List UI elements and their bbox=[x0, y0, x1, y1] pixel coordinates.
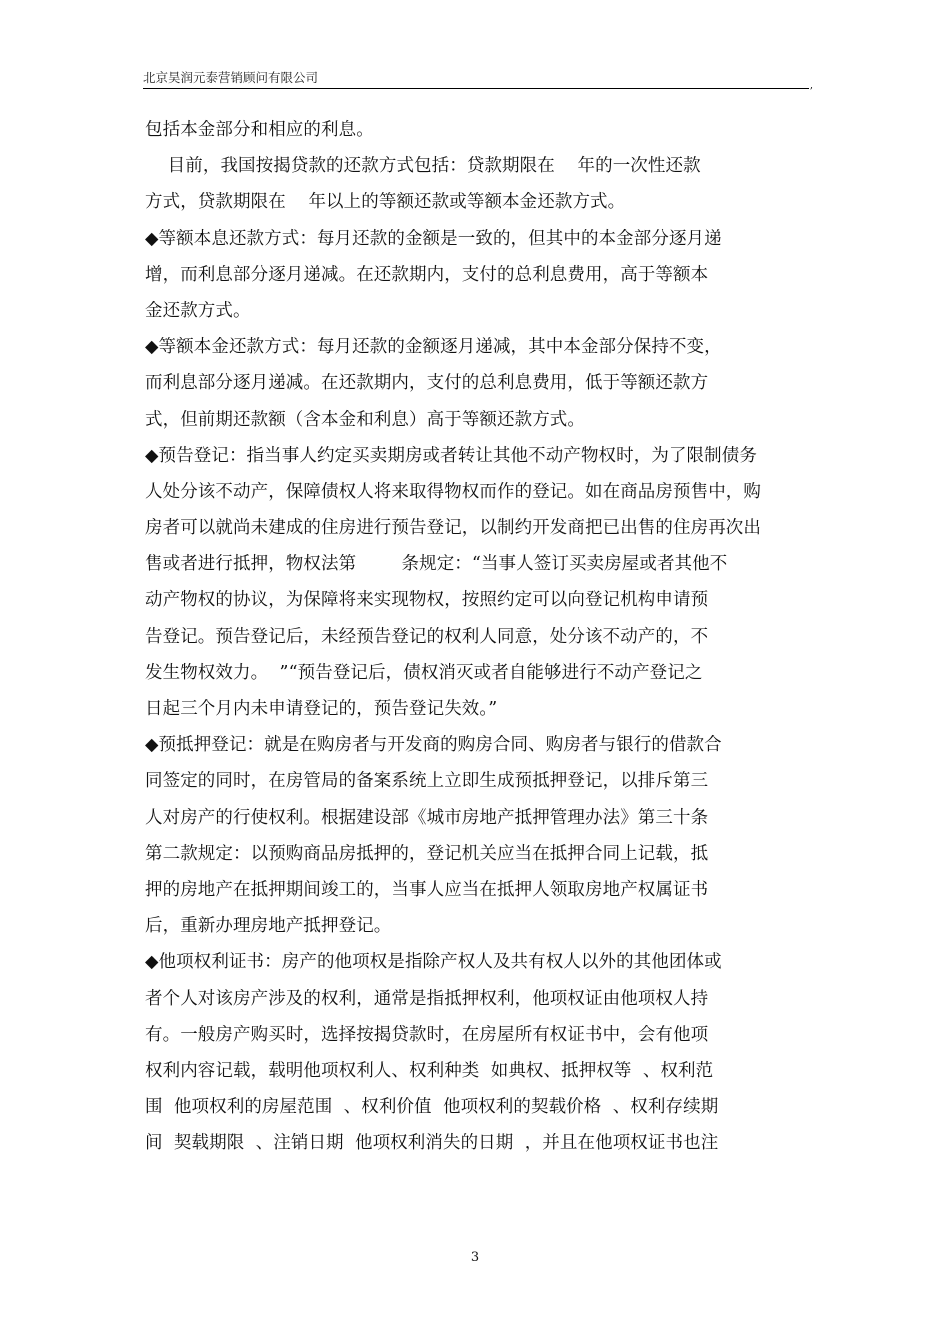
text-line: ◆预告登记：指当事人约定买卖期房或者转让其他不动产物权时，为了限制债务 bbox=[145, 445, 757, 466]
text-line: 增，而利息部分逐月递减。在还款期内，支付的总利息费用，高于等额本 bbox=[145, 264, 709, 285]
page-number: 3 bbox=[470, 1250, 480, 1265]
header-mark: , bbox=[809, 80, 813, 91]
text-line: 围 他项权利的房屋范围 、权利价值 他项权利的契载价格 、权利存续期 bbox=[145, 1097, 719, 1118]
text-line: 包括本金部分和相应的利息。 bbox=[145, 120, 374, 140]
text-line: ◆等额本金还款方式：每月还款的金额逐月递减，其中本金部分保持不变， bbox=[145, 337, 722, 358]
text-line: 式，但前期还款额（含本金和利息）高于等额还款方式。 bbox=[145, 409, 585, 430]
text-line: ◆等额本息还款方式：每月还款的金额是一致的，但其中的本金部分逐月递 bbox=[145, 228, 722, 249]
company-name: 北京昊润元泰营销顾问有限公司 bbox=[143, 70, 319, 85]
text-line: 房者可以就尚未建成的住房进行预告登记，以制约开发商把已出售的住房再次出 bbox=[145, 518, 761, 539]
text-line: 动产物权的协议，为保障将来实现物权，按照约定可以向登记机构申请预 bbox=[145, 590, 709, 611]
page-header bbox=[143, 70, 813, 91]
text-line: ◆预抵押登记：就是在购房者与开发商的购房合同、购房者与银行的借款合 bbox=[145, 735, 722, 756]
text-line: 间 契载期限 、注销日期 他项权利消失的日期 ，并且在他项权证书也注 bbox=[145, 1133, 719, 1154]
text-line: 目前，我国按揭贷款的还款方式包括：贷款期限在 年的一次性还款 bbox=[145, 156, 701, 177]
text-line: 发生物权效力。 ”“预告登记后，债权消灭或者自能够进行不动产登记之 bbox=[145, 662, 703, 683]
text-line: 告登记。预告登记后，未经预告登记的权利人同意，处分该不动产的，不 bbox=[145, 626, 709, 647]
text-line: 者个人对该房产涉及的权利，通常是指抵押权利，他项权证由他项权人持 bbox=[145, 988, 709, 1009]
text-line: 人对房产的行使权利。根据建设部《城市房地产抵押管理办法》第三十条 bbox=[145, 807, 709, 828]
text-line: 金还款方式。 bbox=[145, 300, 251, 321]
text-line: ◆他项权利证书：房产的他项权是指除产权人及共有权人以外的其他团体或 bbox=[145, 952, 722, 973]
text-line: 有。一般房产购买时，选择按揭贷款时，在房屋所有权证书中，会有他项 bbox=[145, 1024, 709, 1045]
text-line: 日起三个月内未申请登记的，预告登记失效。” bbox=[145, 699, 498, 719]
text-line: 人处分该不动产，保障债权人将来取得物权而作的登记。如在商品房预售中，购 bbox=[145, 481, 761, 502]
text-line: 同签定的同时，在房管局的备案系统上立即生成预抵押登记，以排斥第三 bbox=[145, 771, 709, 792]
text-line: 押的房地产在抵押期间竣工的，当事人应当在抵押人领取房地产权属证书 bbox=[145, 879, 709, 900]
text-line: 售或者进行抵押，物权法第 条规定：“当事人签订买卖房屋或者其他不 bbox=[145, 554, 728, 575]
header-rule bbox=[143, 88, 809, 89]
text-line: 第二款规定：以预购商品房抵押的，登记机关应当在抵押合同上记载，抵 bbox=[145, 843, 709, 864]
text-line: 而利息部分逐月递减。在还款期内，支付的总利息费用，低于等额还款方 bbox=[145, 373, 709, 394]
text-line: 权利内容记载，载明他项权利人、权利种类 如典权、抵押权等 、权利范 bbox=[145, 1060, 714, 1081]
text-line: 后，重新办理房地产抵押登记。 bbox=[145, 916, 392, 937]
text-line: 方式，贷款期限在 年以上的等额还款或等额本金还款方式。 bbox=[145, 192, 626, 213]
document-body bbox=[145, 112, 809, 1161]
